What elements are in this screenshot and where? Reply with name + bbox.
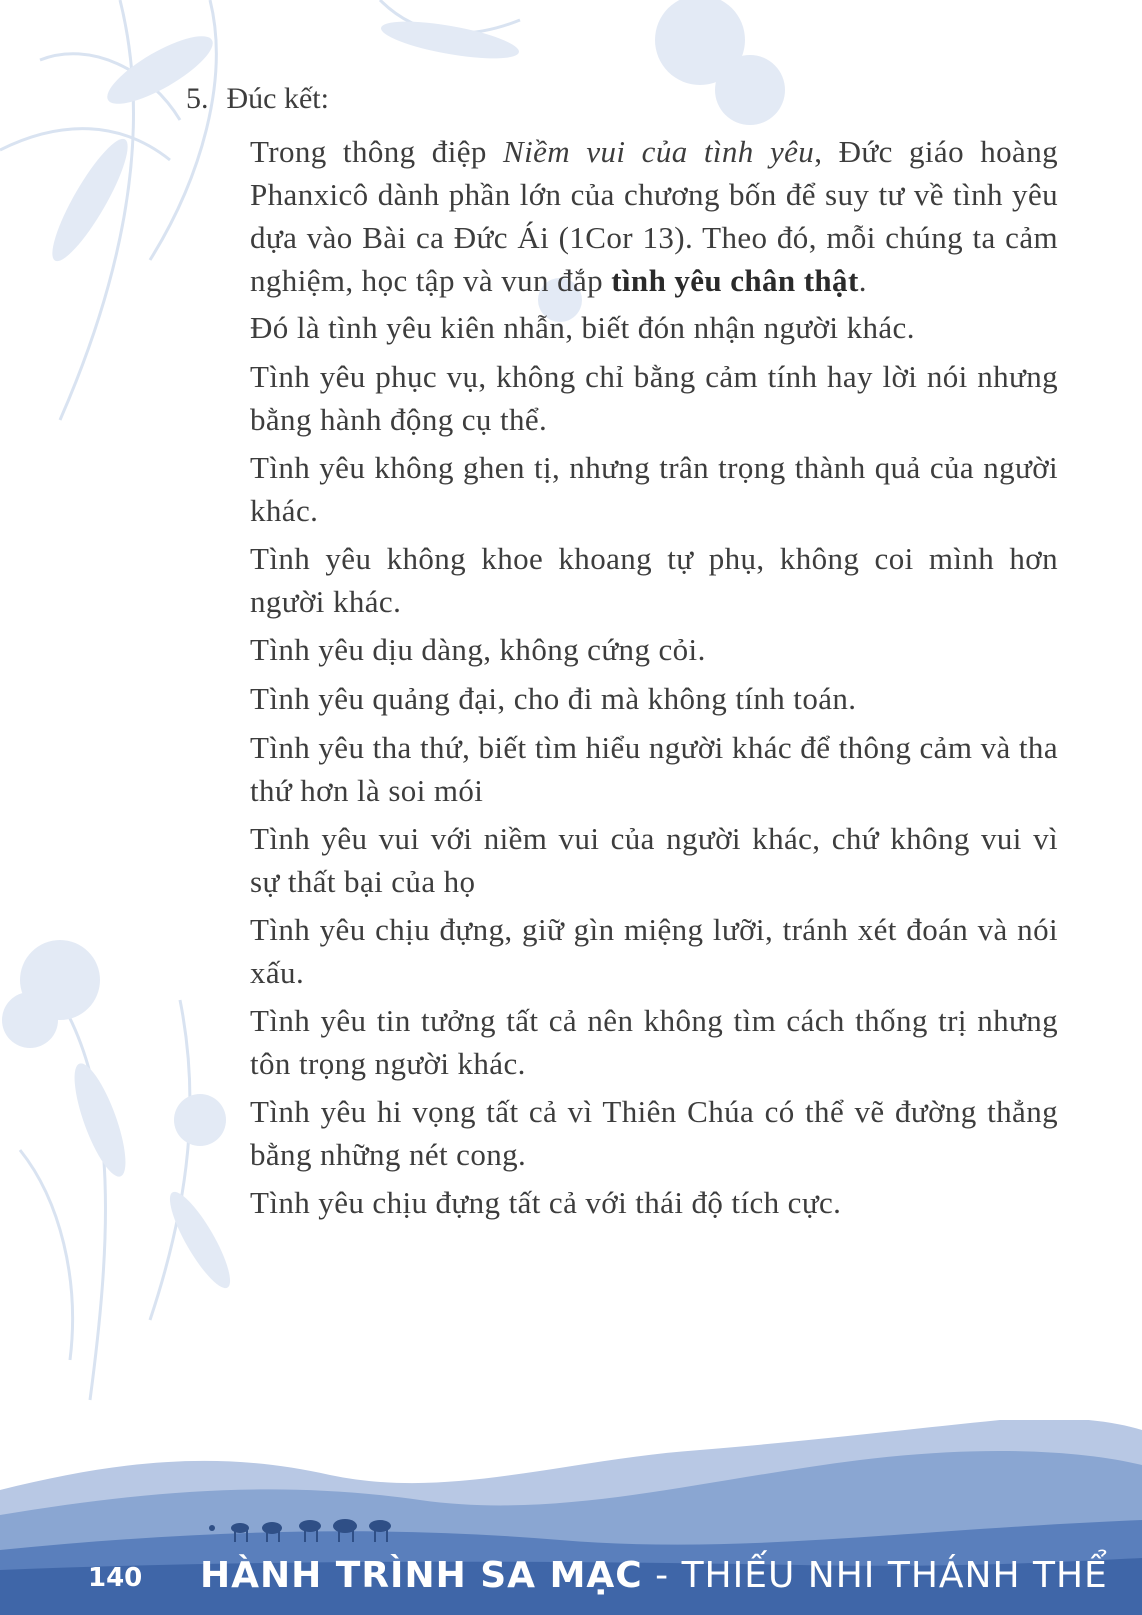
paragraph: Tình yêu chịu đựng tất cả với thái độ tích cực. — [250, 1185, 842, 1220]
section-number: 5. — [186, 82, 209, 115]
intro-text-start: Trong thông điệp — [250, 134, 504, 169]
intro-paragraph — [250, 130, 1058, 302]
paragraph: Tình yêu hi vọng tất cả vì Thiên Chúa có thể vẽ đường thẳng bằng những nét cong. — [250, 1094, 1058, 1172]
paragraph: Tình yêu tha thứ, biết tìm hiểu người khác để thông cảm và tha thứ hơn là soi mói — [250, 730, 1058, 808]
paragraph: Tình yêu chịu đựng, giữ gìn miệng lưỡi, tránh xét đoán và nói xấu. — [250, 912, 1058, 990]
paragraph: Tình yêu dịu dàng, không cứng cỏi. — [250, 632, 706, 667]
intro-bold-phrase: tình yêu chân thật — [611, 263, 859, 298]
section-heading — [186, 82, 329, 116]
paragraph: Đó là tình yêu kiên nhẫn, biết đón nhận người khác. — [250, 310, 915, 345]
page-number: 140 — [88, 1563, 143, 1593]
intro-italic-title: Niềm vui của tình yêu — [503, 134, 815, 169]
book-title-separator: - — [642, 1555, 682, 1596]
paragraph: Tình yêu tin tưởng tất cả nên không tìm cách thống trị nhưng tôn trọng người khác. — [250, 1003, 1058, 1081]
book-title — [200, 1555, 1108, 1596]
paragraph: Tình yêu không ghen tị, nhưng trân trọng thành quả của người khác. — [250, 450, 1058, 528]
paragraph: Tình yêu quảng đại, cho đi mà không tính toán. — [250, 681, 857, 716]
paragraph: Tình yêu phục vụ, không chỉ bằng cảm tính hay lời nói nhưng bằng hành động cụ thể. — [250, 359, 1058, 437]
paragraph: Tình yêu không khoe khoang tự phụ, không coi mình hơn người khác. — [250, 541, 1058, 619]
paragraph: Tình yêu vui với niềm vui của người khác, chứ không vui vì sự thất bại của họ — [250, 821, 1058, 899]
book-title-sub: THIẾU NHI THÁNH THỂ — [681, 1555, 1108, 1596]
intro-text-middle: , Đức giáo hoàng Phanxicô dành phần lớn của chương bốn để suy tư về tình yêu dựa vào Bài ca Đức Ái (1Cor 13). Theo đó, mỗi chúng ta cảm nghiệm, học tập và vun đắp — [250, 134, 1058, 298]
intro-text-end: . — [858, 263, 867, 298]
book-title-main: HÀNH TRÌNH SA MẠC — [200, 1555, 643, 1596]
section-title: Đúc kết: — [226, 82, 329, 115]
